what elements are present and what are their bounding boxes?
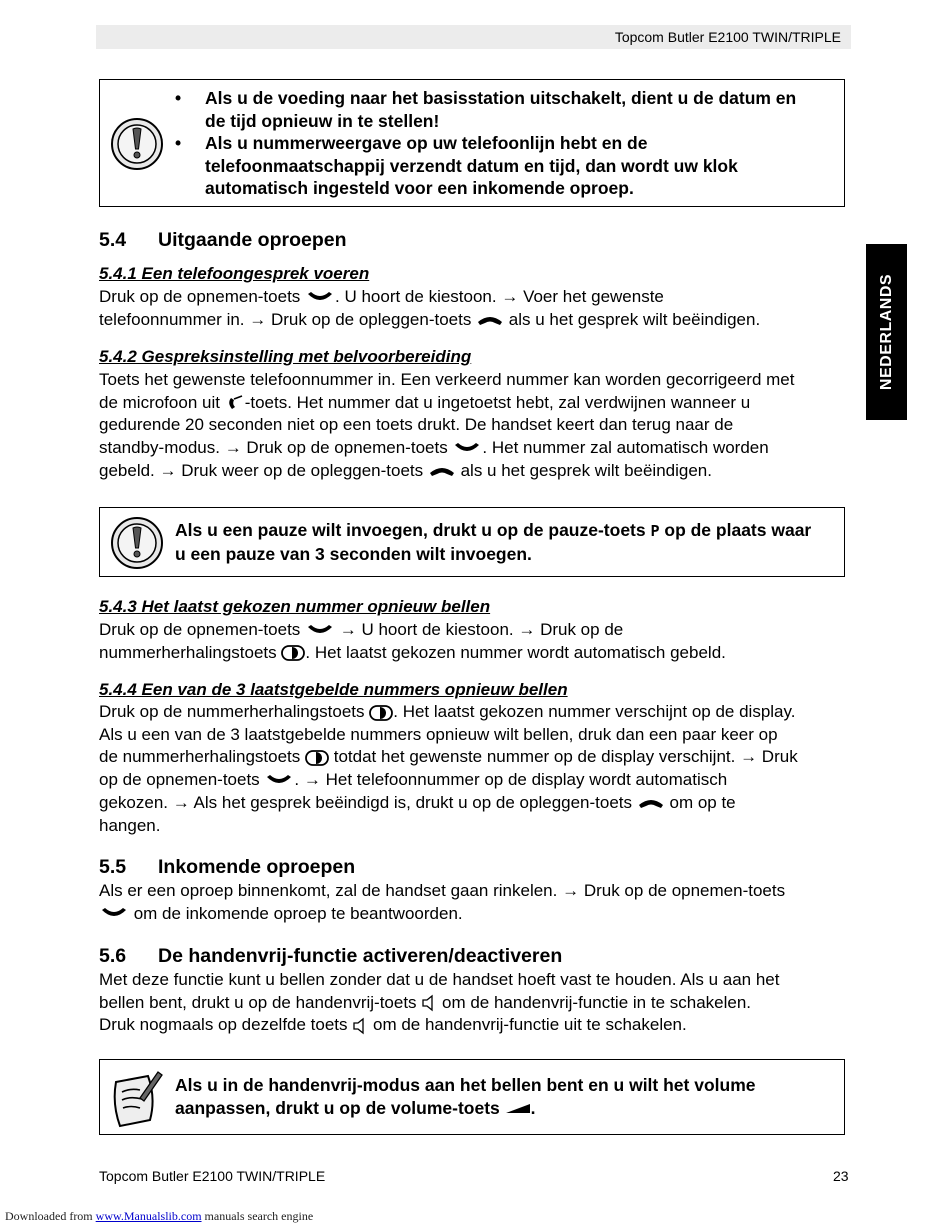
text-line: gedurende 20 seconden niet op een toets drukt. De handset keert dan terug naar de: [99, 415, 734, 435]
section-5-4-2-text: [99, 369, 851, 483]
text-run: de nummerherhalingstoets: [99, 747, 306, 767]
note-1-item-1-line-2: de tijd opnieuw in te stellen!: [205, 110, 440, 131]
note-1-list: [175, 87, 796, 200]
page-number: 23: [833, 1168, 849, 1184]
download-prefix: Downloaded from: [5, 1209, 96, 1223]
text-run: nummerherhalingstoets: [99, 642, 282, 662]
text-line: hangen.: [99, 815, 161, 835]
info-note-3: [99, 1059, 845, 1135]
note-1-item: [175, 132, 796, 200]
arrow-icon: →: [172, 792, 190, 812]
text-run: de microfoon uit: [99, 392, 225, 412]
header-title: Topcom Butler E2100 TWIN/TRIPLE: [614, 29, 841, 45]
section-5-4-2-heading: 5.4.2 Gespreksinstelling met belvoorbereiding: [99, 347, 472, 366]
section-5-4-1-heading: 5.4.1 Een telefoongesprek voeren: [99, 264, 370, 283]
bullet: •: [175, 133, 182, 153]
text-run: gekozen.: [99, 792, 173, 812]
note-1-item-1-line-1: Als u de voeding naar het basisstation uitschakelt, dient u de datum en: [205, 88, 797, 108]
text-run: als u het gesprek wilt beëindigen.: [455, 460, 712, 480]
note-1-item-2-line-1: Als u nummerweergave op uw telefoonlijn hebt en de: [205, 133, 648, 153]
arrow-icon: →: [303, 770, 321, 790]
text-run: op de opnemen-toets: [99, 770, 265, 790]
text-run: Als het gesprek beëindigd is, drukt u op de opleggen-toets: [189, 792, 637, 812]
section-5-4-4-text: [99, 701, 851, 837]
text-run: om de inkomende oproep te beantwoorden.: [129, 903, 463, 923]
onhook-key-icon: [476, 313, 504, 327]
text-run: u een pauze van 3 seconden wilt invoegen.: [175, 543, 532, 564]
text-run: om op te: [664, 792, 736, 812]
section-5-4-4-heading: 5.4.4 Een van de 3 laatstgebelde nummers opnieuw bellen: [99, 680, 568, 699]
redial-key-icon: [305, 750, 329, 766]
section-number: 5.4: [99, 229, 127, 251]
text-run: Druk weer op de opleggen-toets: [176, 460, 428, 480]
language-side-tab: [866, 244, 907, 420]
offhook-key-icon: [452, 442, 482, 456]
redial-key-icon: [369, 705, 393, 721]
onhook-key-icon: [428, 464, 456, 478]
text-run: -toets. Het nummer dat u ingetoetst hebt, zal verdwijnen wanneer u: [244, 392, 751, 412]
note-2-text: [175, 519, 811, 565]
arrow-icon: →: [501, 287, 519, 306]
offhook-key-icon: [99, 907, 129, 921]
note-3-text: [175, 1074, 756, 1119]
section-5-5-text: [99, 880, 851, 925]
text-run: Druk op de opnemen-toets: [99, 287, 306, 306]
download-suffix: manuals search engine: [201, 1209, 314, 1223]
text-run: Druk op de opnemen-toets: [99, 620, 306, 639]
text-line: Als u een van de 3 laatstgebelde nummers opnieuw wilt bellen, druk dan een paar keer op: [99, 724, 778, 744]
volume-key-icon: [505, 1103, 531, 1115]
handsfree-key-icon: [352, 1017, 368, 1035]
text-run: . Het laatst gekozen nummer verschijnt op de display.: [393, 702, 796, 721]
section-5-4-3-text: [99, 619, 851, 664]
section-5-4-heading: [99, 229, 347, 252]
section-number: 5.5: [99, 856, 127, 878]
footer-title: Topcom Butler E2100 TWIN/TRIPLE: [99, 1168, 326, 1184]
offhook-key-icon: [264, 774, 294, 788]
text-run: om de handenvrij-functie in te schakelen.: [437, 992, 752, 1012]
text-line: Toets het gewenste telefoonnummer in. Een verkeerd nummer kan worden gecorrigeerd met: [99, 370, 795, 389]
section-title: De handenvrij-functie activeren/deactiveren: [158, 945, 563, 967]
text-run: standby-modus.: [99, 438, 225, 458]
section-title: Inkomende oproepen: [158, 856, 356, 878]
exclamation-icon: [110, 515, 164, 576]
section-title: Uitgaande oproepen: [158, 229, 347, 251]
download-notice: [5, 1209, 313, 1224]
text-run: Druk op de opnemen-toets: [579, 881, 786, 900]
section-number: 5.6: [99, 945, 127, 967]
text-run: Druk: [757, 747, 798, 767]
section-5-4-1-text: [99, 286, 851, 331]
text-line: Met deze functie kunt u bellen zonder dat u de handset hoeft vast te houden. Als u aan het: [99, 970, 780, 989]
note-1-item-2-line-2: telefoonmaatschappij verzendt datum en tijd, dan wordt uw klok: [205, 155, 738, 176]
offhook-key-icon: [305, 291, 335, 305]
text-run: totdat het gewenste nummer op de display verschijnt.: [329, 747, 741, 767]
text-run: .: [530, 1097, 536, 1118]
text-run: om de handenvrij-functie uit te schakelen.: [368, 1015, 687, 1035]
arrow-icon: →: [224, 438, 242, 458]
exclamation-icon: [110, 116, 164, 177]
mute-key-icon: [225, 395, 245, 411]
text-run: . U hoort de kiestoon.: [335, 287, 502, 306]
handsfree-key-icon: [421, 994, 437, 1012]
section-5-6-text: [99, 969, 851, 1037]
arrow-icon: →: [339, 620, 357, 639]
redial-key-icon: [281, 645, 305, 661]
text-run: . Het laatst gekozen nummer wordt automatisch gebeld.: [305, 642, 726, 662]
arrow-icon: →: [249, 309, 267, 329]
text-run: Als er een oproep binnenkomt, zal de handset gaan rinkelen.: [99, 881, 563, 900]
arrow-icon: →: [740, 747, 758, 767]
section-5-6-heading: [99, 945, 562, 968]
text-run: Druk op de opnemen-toets: [241, 438, 453, 458]
bullet: •: [175, 88, 182, 108]
text-run: telefoonnummer in.: [99, 309, 250, 329]
text-run: Druk op de opleggen-toets: [266, 309, 477, 329]
text-run: bellen bent, drukt u op de handenvrij-toets: [99, 992, 422, 1012]
text-run: Druk nogmaals op dezelfde toets: [99, 1015, 353, 1035]
header-bar: [96, 25, 851, 49]
text-run: U hoort de kiestoon.: [356, 620, 519, 639]
text-run: als u het gesprek wilt beëindigen.: [504, 309, 761, 329]
section-5-4-3-heading: 5.4.3 Het laatst gekozen nummer opnieuw bellen: [99, 597, 491, 616]
note-1-item-2-line-3: automatisch ingesteld voor een inkomende oproep.: [205, 178, 634, 198]
arrow-icon: →: [159, 460, 177, 480]
text-run: .: [294, 770, 304, 790]
arrow-icon: →: [562, 881, 580, 900]
side-tab-label: NEDERLANDS: [877, 273, 895, 391]
manualslib-link[interactable]: www.Manualslib.com: [95, 1209, 202, 1223]
text-run: Het telefoonnummer op de display wordt automatisch: [320, 770, 728, 790]
text-run: Druk op de nummerherhalingstoets: [99, 702, 370, 721]
text-run: Als u een pauze wilt invoegen, drukt u op de pauze-toets: [175, 520, 651, 540]
text-run: Voer het gewenste: [518, 287, 664, 306]
text-run: Als u in de handenvrij-modus aan het bellen bent en u wilt het volume: [175, 1075, 756, 1095]
offhook-key-icon: [305, 624, 335, 638]
onhook-key-icon: [637, 796, 665, 810]
arrow-icon: →: [518, 620, 536, 639]
text-run: Druk op de: [535, 620, 624, 639]
section-5-5-heading: [99, 856, 355, 879]
text-run: gebeld.: [99, 460, 160, 480]
pause-key-label: P: [650, 522, 660, 540]
text-run: aanpassen, drukt u op de volume-toets: [175, 1097, 505, 1118]
warning-note-2: [99, 507, 845, 577]
note-1-item: [175, 87, 796, 132]
text-run: op de plaats waar: [659, 520, 812, 540]
notepad-icon: [110, 1068, 164, 1135]
text-run: . Het nummer zal automatisch worden: [482, 438, 769, 458]
warning-note-1: [99, 79, 845, 207]
